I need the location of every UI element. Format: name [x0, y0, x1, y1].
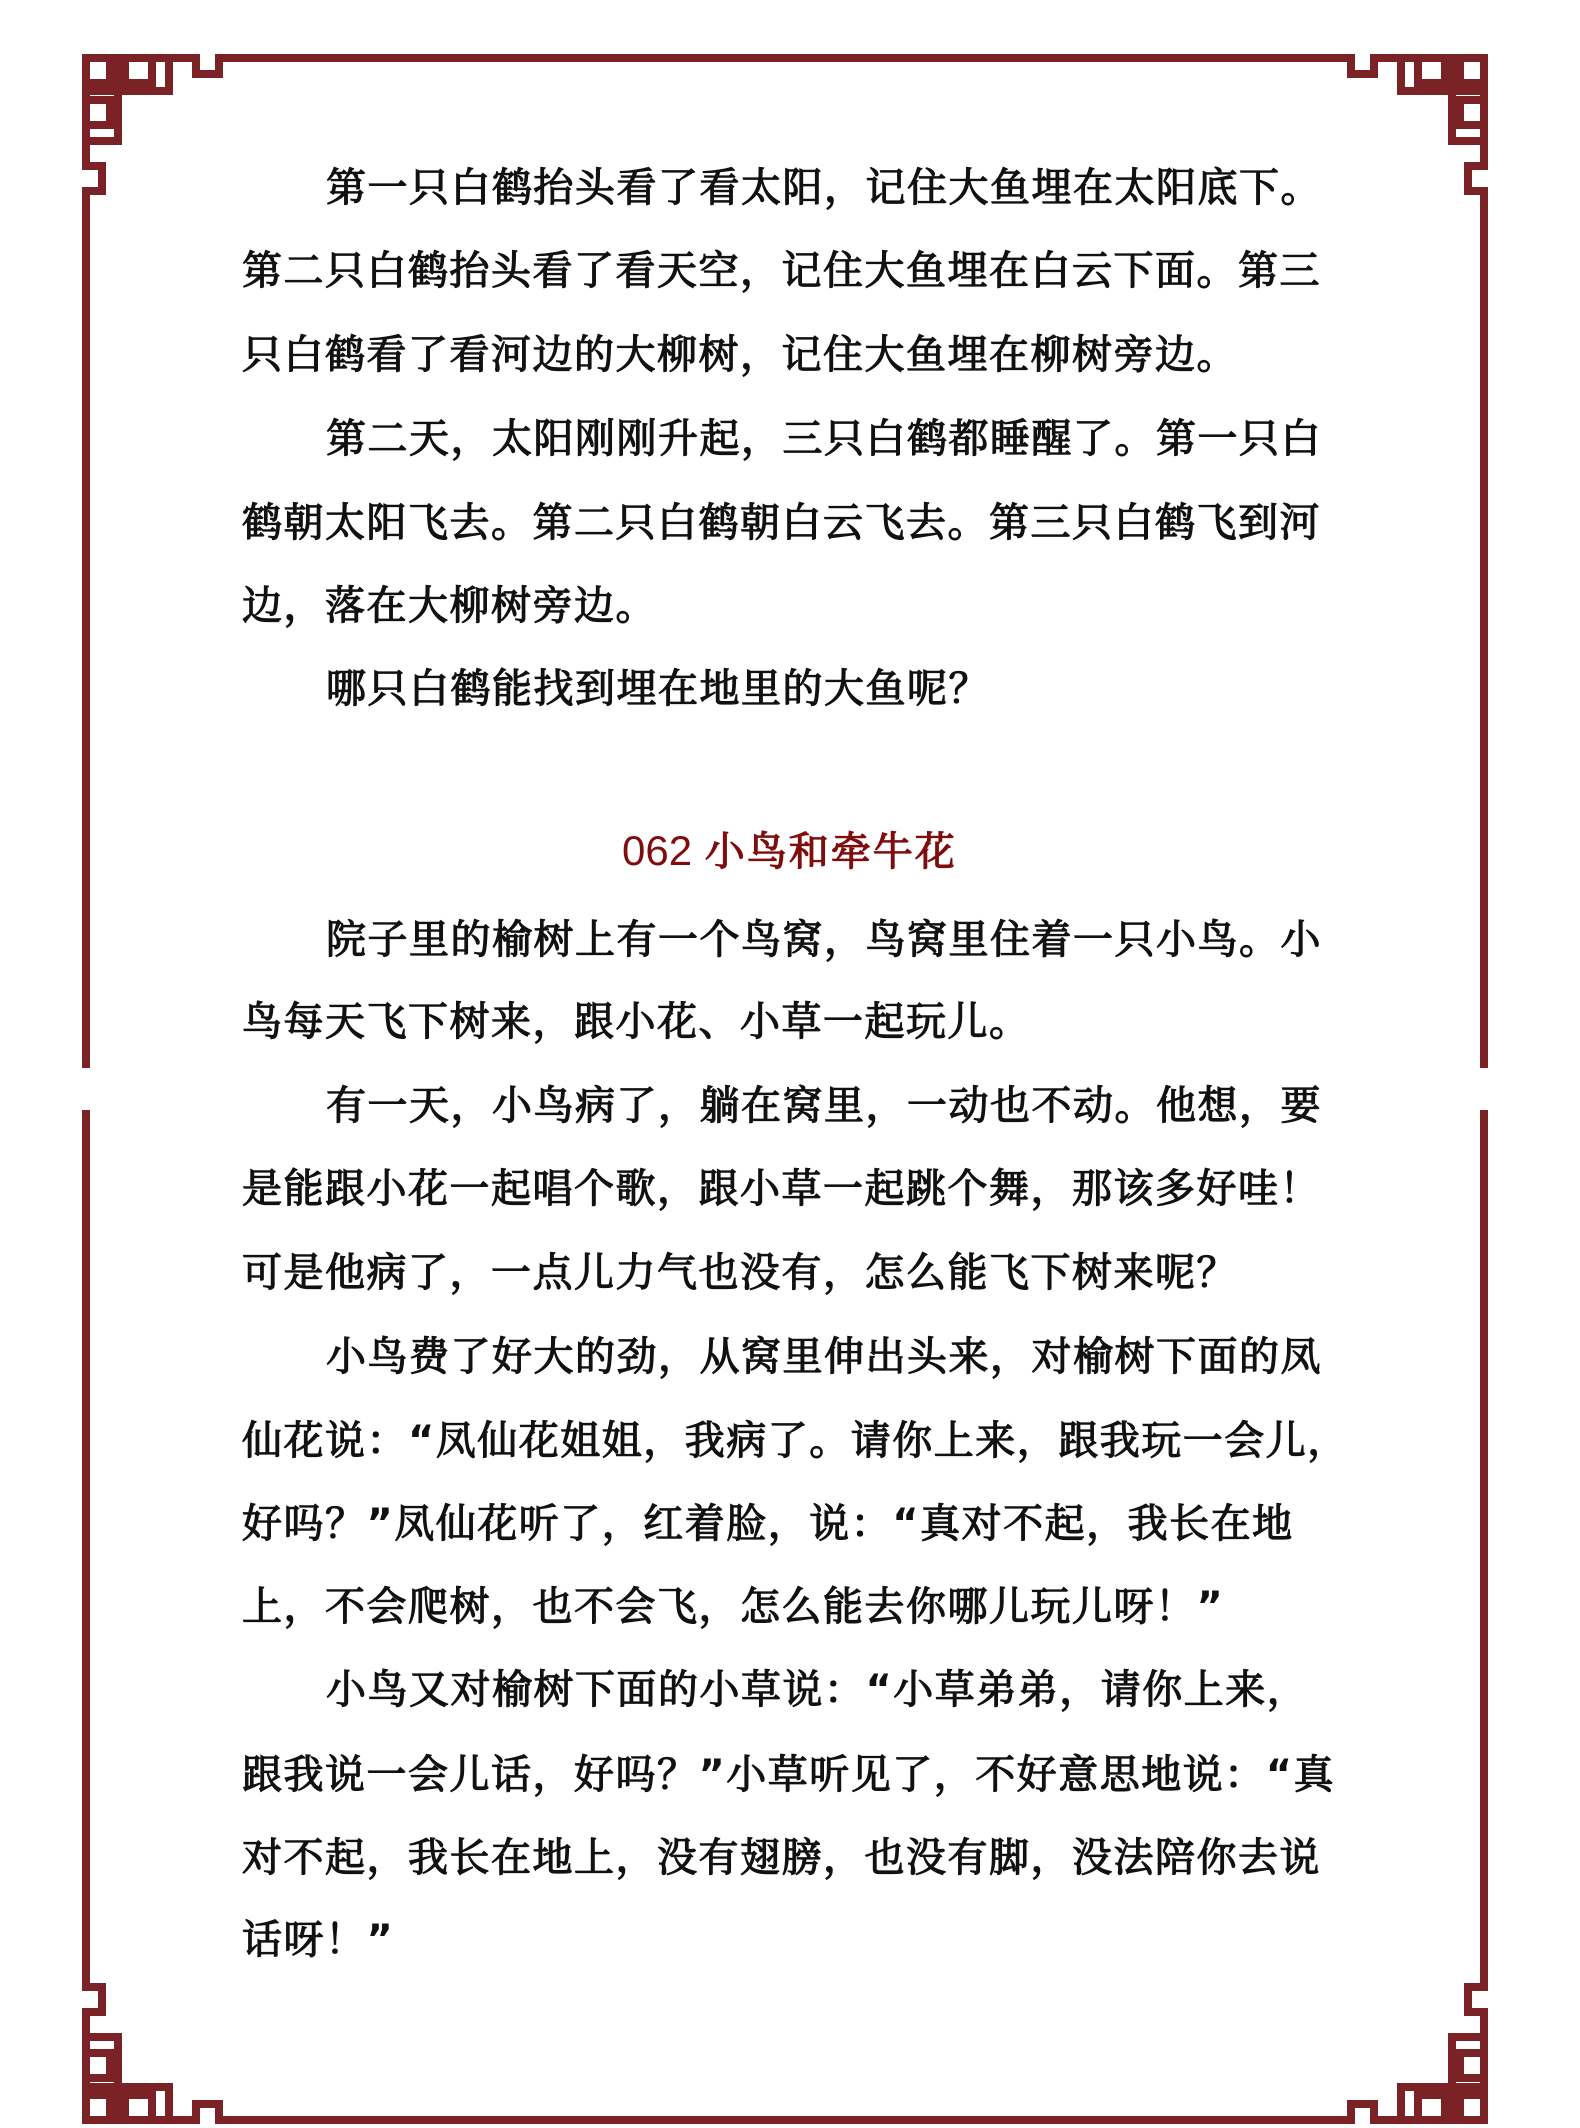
text-line: 只白鹤看了看河边的大柳树，记住大鱼埋在柳树旁边。: [242, 332, 1238, 378]
story-name: 小鸟和牵牛花: [704, 829, 957, 875]
text-line: 哪只白鹤能找到埋在地里的大鱼呢？: [326, 666, 990, 712]
story-title: [622, 826, 957, 877]
text-line: 仙花说：“凤仙花姐姐，我病了。请你上来，跟我玩一会儿，: [242, 1418, 1349, 1464]
text-line: 鸟每天飞下树来，跟小花、小草一起玩儿。: [242, 999, 1031, 1045]
text-line: 对不起，我长在地上，没有翅膀，也没有脚，没法陪你去说: [242, 1835, 1321, 1881]
text-line: 是能跟小花一起唱个歌，跟小草一起跳个舞，那该多好哇！: [242, 1166, 1321, 1212]
text-line: 院子里的榆树上有一个鸟窝，鸟窝里住着一只小鸟。小: [326, 917, 1322, 963]
text-line: 有一天，小鸟病了，躺在窝里，一动也不动。他想，要: [326, 1083, 1322, 1129]
text-line: 话呀！”: [242, 1917, 395, 1963]
text-line: 鹤朝太阳飞去。第二只白鹤朝白云飞去。第三只白鹤飞到河: [242, 500, 1321, 546]
text-line: 可是他病了，一点儿力气也没有，怎么能飞下树来呢？: [242, 1250, 1238, 1296]
text-line: 上，不会爬树，也不会飞，怎么能去你哪儿玩儿呀！”: [242, 1584, 1225, 1630]
text-line: 第二天，太阳刚刚升起，三只白鹤都睡醒了。第一只白: [326, 416, 1322, 462]
text-line: 好吗？”凤仙花听了，红着脸，说：“真对不起，我长在地: [242, 1501, 1294, 1547]
story-number: 062: [622, 827, 693, 874]
text-line: 第二只白鹤抬头看了看天空，记住大鱼埋在白云下面。第三: [242, 248, 1321, 294]
text-line: 第一只白鹤抬头看了看太阳，记住大鱼埋在太阳底下。: [326, 165, 1322, 211]
text-line: 边，落在大柳树旁边。: [242, 583, 657, 629]
text-line: 跟我说一会儿话，好吗？”小草听见了，不好意思地说：“真: [242, 1752, 1336, 1798]
text-line: 小鸟费了好大的劲，从窝里伸出头来，对榆树下面的凤: [326, 1334, 1322, 1380]
text-line: 小鸟又对榆树下面的小草说：“小草弟弟，请你上来，: [326, 1667, 1309, 1713]
